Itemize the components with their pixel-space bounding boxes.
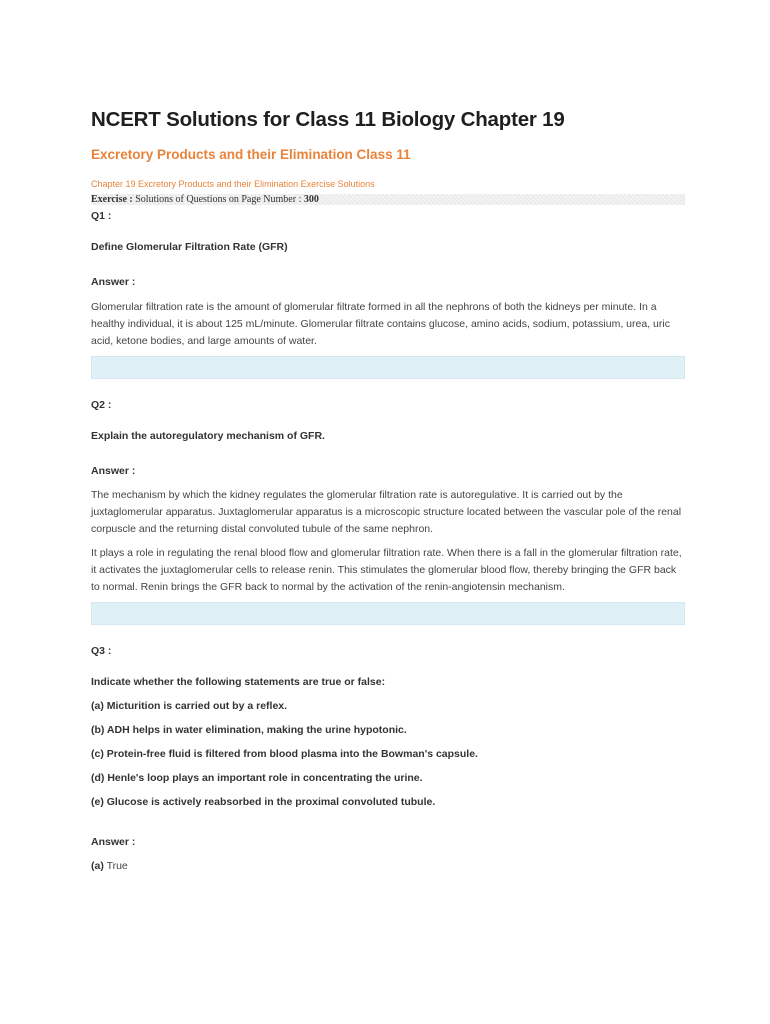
q3-statement-c: (c) Protein-free fluid is filtered from blood plasma into the Bowman's capsule. [91,748,478,760]
q3-answer-label: Answer : [91,836,136,848]
exercise-header-bar [91,194,685,205]
q3-statement-d: (d) Henle's loop plays an important role in concentrating the urine. [91,772,423,784]
q1-label: Q1 : [91,210,112,222]
q1-separator [91,356,685,379]
q3-question: Indicate whether the following statements are true or false: [91,676,386,688]
q2-answer-paragraph-1: The mechanism by which the kidney regulates the glomerular filtration rate is autoregulative. It is carried out by the juxtaglomerular apparatus. Juxtaglomerular apparatus is a microscopic structure located between the vascular pole of the renal corpuscle and the returning distal convoluted tubule of the same nephron. [91,489,682,535]
exercise-solutions-link[interactable]: Chapter 19 Excretory Products and their Elimination Exercise Solutions [91,179,375,189]
q2-separator [91,602,685,625]
q3-statement-a: (a) Micturition is carried out by a reflex. [91,700,288,712]
document-content [91,105,685,873]
q3-answer-a [91,859,685,873]
q2-answer-paragraph-2: It plays a role in regulating the renal blood flow and glomerular filtration rate. When there is a fall in the glomerular filtration rate, it activates the juxtaglomerular cells to release renin. This stimulates the glomerular blood flow, thereby bringing the GFR back to normal. Renin brings the GFR back to normal by the activation of the renin-angiotensin mechanism. [91,547,682,593]
q3-label: Q3 : [91,645,112,657]
q3-statement-b: (b) ADH helps in water elimination, making the urine hypotonic. [91,724,407,736]
q3-answer-a-key: (a) [91,860,104,872]
page-title: NCERT Solutions for Class 11 Biology Chapter 19 [91,108,565,131]
q2-question: Explain the autoregulatory mechanism of GFR. [91,430,325,442]
q1-answer-label: Answer : [91,276,136,288]
q3-statement-e: (e) Glucose is actively reabsorbed in the proximal convoluted tubule. [91,796,436,808]
q3-answer-a-value: True [103,860,128,872]
q2-label: Q2 : [91,399,112,411]
q1-question: Define Glomerular Filtration Rate (GFR) [91,241,288,253]
q2-answer-label: Answer : [91,465,136,477]
exercise-label: Exercise : [91,194,133,205]
exercise-page-number: 300 [303,194,319,205]
exercise-text: Solutions of Questions on Page Number : [132,194,304,205]
q1-answer-text: Glomerular filtration rate is the amount of glomerular filtrate formed in all the nephrons of both the kidneys per minute. In a healthy individual, it is about 125 mL/minute. Glomerular filtrate contains glucose, amino acids, sodium, potassium, urea, uric acid, ketone bodies, and large amounts of water. [91,301,670,347]
chapter-subtitle: Excretory Products and their Elimination Class 11 [91,147,411,162]
